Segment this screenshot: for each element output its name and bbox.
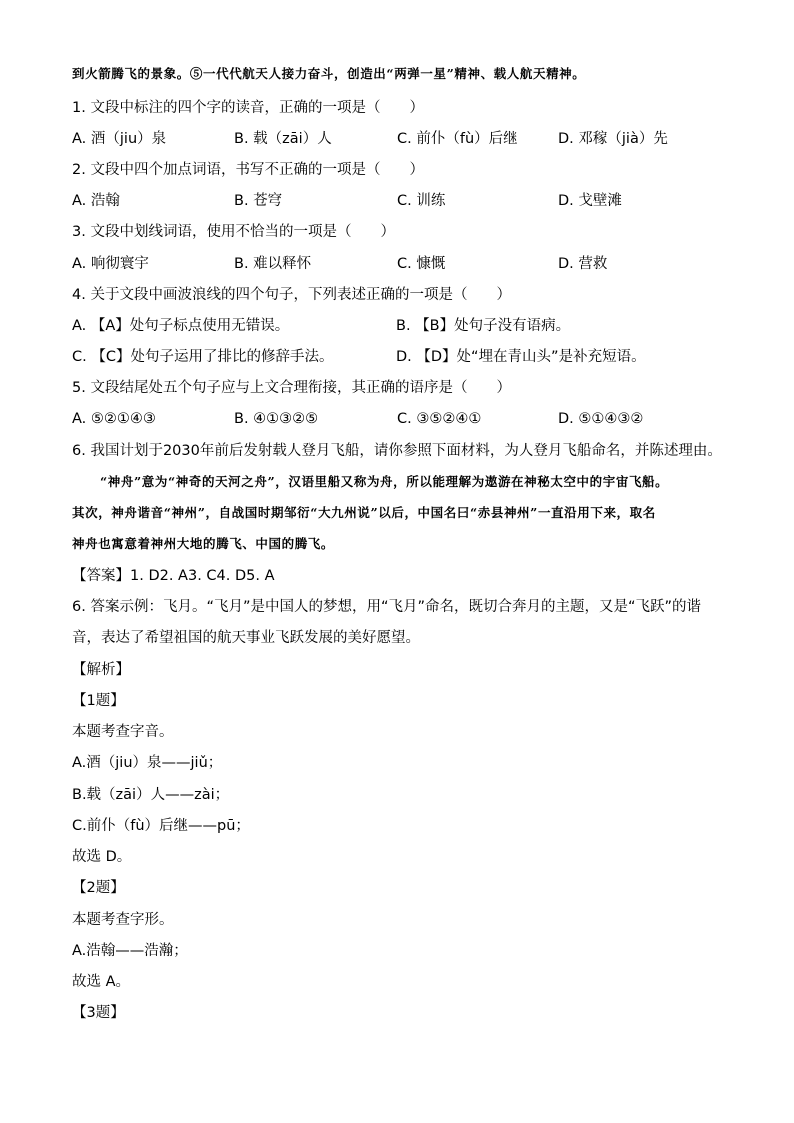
option-a: A. 响彻寰宇 bbox=[72, 256, 149, 272]
option-b: B. 难以释怀 bbox=[234, 256, 312, 272]
option-b: B. 载（zāi）人 bbox=[234, 131, 332, 147]
question-2-stem: 2. 文段中四个加点词语，书写不正确的一项是（ ） bbox=[72, 162, 424, 178]
question-6-stem: 6. 我国计划于2030年前后发射载人登月飞船，请你参照下面材料，为人登月飞船命名，并陈述理由。 bbox=[72, 443, 722, 459]
option-a: A. ⑤②①④③ bbox=[72, 411, 156, 427]
option-a: A. 酒（jiu）泉 bbox=[72, 131, 167, 147]
option-c: C. 慷慨 bbox=[397, 256, 446, 272]
option-d: D. 邓稼（jià）先 bbox=[558, 131, 668, 147]
analysis-q1-conclusion: 故选 D。 bbox=[72, 849, 132, 865]
answer-6-line-1: 6. 答案示例：飞月。“飞月”是中国人的梦想，用“飞月”命名，既切合奔月的主题，又是“飞跃”的谐 bbox=[72, 599, 702, 615]
analysis-q2-label: 【2题】 bbox=[72, 880, 125, 896]
answer-6-line-2: 音，表达了希望祖国的航天事业飞跃发展的美好愿望。 bbox=[72, 630, 420, 646]
option-d: D. ⑤①④③② bbox=[558, 411, 644, 427]
option-b: B. 【B】处句子没有语病。 bbox=[396, 318, 571, 334]
question-1-stem: 1. 文段中标注的四个字的读音，正确的一项是（ ） bbox=[72, 100, 424, 116]
option-a: A. 浩翰 bbox=[72, 193, 120, 209]
option-d: D. 营救 bbox=[558, 256, 608, 272]
analysis-q2-item-a: A.浩翰——浩瀚； bbox=[72, 943, 188, 959]
analysis-heading: 【解析】 bbox=[72, 662, 130, 678]
material-line-1: “神舟”意为“神奇的天河之舟”，汉语里船又称为舟，所以能理解为遨游在神秘太空中的宇宙飞船。 bbox=[100, 474, 669, 489]
analysis-q1-label: 【1题】 bbox=[72, 693, 125, 709]
analysis-q1-intro: 本题考查字音。 bbox=[72, 724, 174, 740]
question-3-stem: 3. 文段中划线词语，使用不恰当的一项是（ ） bbox=[72, 224, 395, 240]
option-a: A. 【A】处句子标点使用无错误。 bbox=[72, 318, 290, 334]
analysis-q1-item-c: C.前仆（fù）后继——pū； bbox=[72, 818, 250, 834]
analysis-q2-intro: 本题考查字形。 bbox=[72, 912, 174, 928]
question-4-stem: 4. 关于文段中画波浪线的四个句子，下列表述正确的一项是（ ） bbox=[72, 287, 511, 303]
option-c: C. 训练 bbox=[397, 193, 446, 209]
question-5-stem: 5. 文段结尾处五个句子应与上文合理衔接，其正确的语序是（ ） bbox=[72, 380, 511, 396]
material-line-3: 神舟也寓意着神州大地的腾飞、中国的腾飞。 bbox=[72, 536, 335, 551]
option-b: B. 苍穹 bbox=[234, 193, 283, 209]
passage-line: 到火箭腾飞的景象。⑤一代代航天人接力奋斗，创造出“两弹一星”精神、载人航天精神。 bbox=[72, 66, 586, 81]
analysis-q1-item-a: A.酒（jiu）泉——jiǔ； bbox=[72, 755, 223, 771]
analysis-q3-label: 【3题】 bbox=[72, 1005, 125, 1021]
answer-line: 【答案】1. D2. A3. C4. D5. A bbox=[72, 568, 275, 584]
option-b: B. ④①③②⑤ bbox=[234, 411, 319, 427]
option-c: C. 前仆（fù）后继 bbox=[397, 131, 518, 147]
option-c: C. ③⑤②④① bbox=[397, 411, 482, 427]
option-c: C. 【C】处句子运用了排比的修辞手法。 bbox=[72, 349, 334, 365]
analysis-q1-item-b: B.载（zāi）人——zài； bbox=[72, 787, 230, 803]
option-d: D. 【D】处“埋在青山头”是补充短语。 bbox=[396, 349, 646, 365]
analysis-q2-conclusion: 故选 A。 bbox=[72, 974, 131, 990]
material-line-2: 其次，神舟谐音“神州”，自战国时期邹衍“大九州说”以后，中国名曰“赤县神州”一直沿用下来，取名 bbox=[72, 505, 656, 520]
option-d: D. 戈壁滩 bbox=[558, 193, 622, 209]
